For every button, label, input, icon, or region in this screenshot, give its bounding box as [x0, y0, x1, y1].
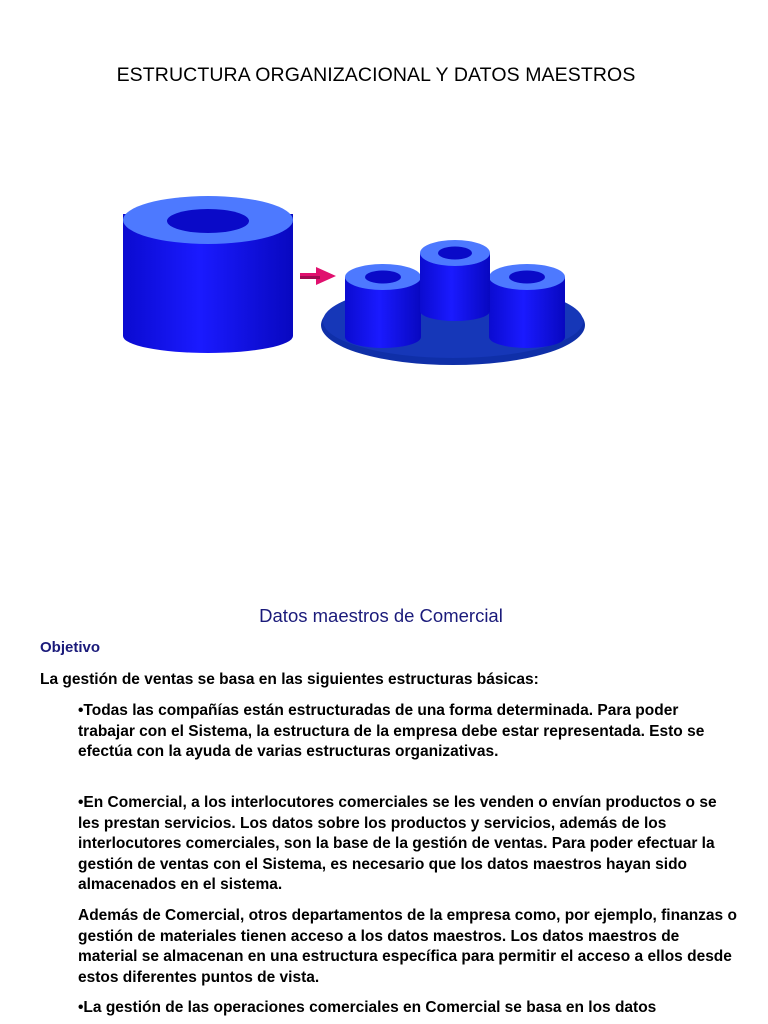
- small-cylinder-right-icon: [489, 264, 565, 348]
- small-cylinder-middle-icon: [420, 240, 490, 321]
- page-title: ESTRUCTURA ORGANIZACIONAL Y DATOS MAESTROS: [116, 64, 636, 86]
- paragraph-3: Además de Comercial, otros departamentos de la empresa como, por ejemplo, finanzas o gestión de materiales tienen acceso a los datos maestros. Los datos maestros de material se almacenan en una estructura específica para permitir el acceso a ellos desde estos diferentes puntos de vista.: [78, 907, 737, 986]
- large-cylinder-icon: [123, 196, 293, 353]
- data-cylinders-illustration: [110, 185, 600, 380]
- intro-paragraph: La gestión de ventas se basa en las siguientes estructuras básicas:: [40, 671, 539, 688]
- arrow-right-icon: [300, 267, 336, 285]
- section-title: Datos maestros de Comercial: [259, 605, 503, 626]
- bullet-paragraph-2: •En Comercial, a los interlocutores comerciales se les venden o envían productos o se les prestan servicios. Los datos sobre los productos y servicios, además de los interlocutores comerciales, son la base de la gestión de ventas. Para poder efectuar la gestión de ventas con el Sistema, es necesario que los datos maestros hayan sido almacenados en el sistema.: [78, 794, 717, 893]
- bullet-paragraph-4: •La gestión de las operaciones comerciales en Comercial se basa en los datos: [78, 999, 657, 1016]
- bullet-paragraph-1: •Todas las compañías están estructuradas de una forma determinada. Para poder trabajar con el Sistema, la estructura de la empresa debe estar representada. Esto se efectúa con la ayuda de varias estructuras organizativas.: [78, 702, 705, 760]
- small-cylinder-left-icon: [345, 264, 421, 348]
- subheading-objetivo: Objetivo: [40, 639, 101, 656]
